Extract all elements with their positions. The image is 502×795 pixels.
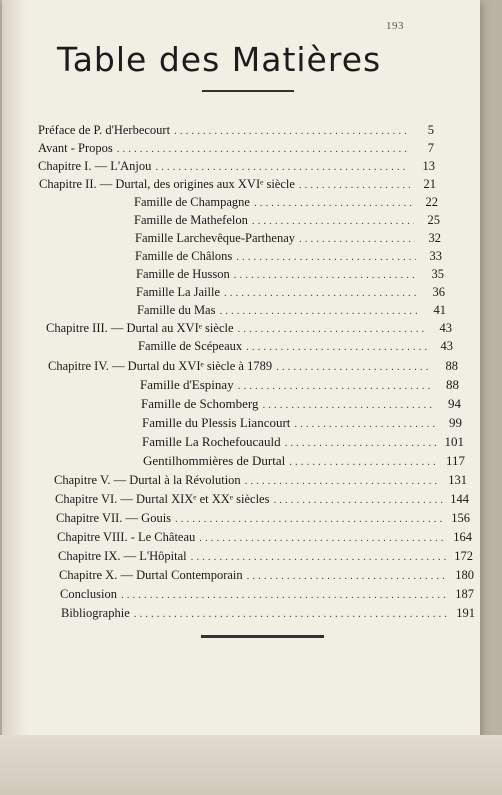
toc-entry-page: 13 — [422, 159, 435, 173]
toc-entry-page: 117 — [445, 453, 465, 468]
toc-entry-label: Famille de Scépeaux — [138, 339, 243, 353]
toc-leader — [245, 473, 441, 489]
toc-leader — [191, 549, 447, 565]
toc-entry-label: Famille de Champagne — [134, 195, 250, 209]
toc-entry-page: 22 — [425, 195, 438, 209]
toc-entry-label: Famille d'Espinay — [140, 377, 234, 392]
toc-entry-page: 164 — [453, 530, 472, 544]
toc-entry — [38, 140, 434, 157]
toc-entry-label: Chapitre IV. — Durtal du XVIᵉ siècle à 1789 — [48, 359, 273, 373]
toc-entry-label: Chapitre I. — L'Anjou — [38, 159, 152, 173]
toc-entry — [136, 284, 445, 301]
toc-leader — [252, 213, 414, 229]
toc-entry — [38, 158, 435, 175]
toc-entry-page: 88 — [446, 377, 459, 392]
toc-leader — [121, 587, 448, 603]
toc-entry-page: 191 — [456, 606, 475, 620]
toc-entry-label: Famille de Mathefelon — [134, 213, 248, 227]
toc-leader — [289, 454, 439, 470]
closing-rule — [201, 635, 324, 638]
toc-leader — [175, 511, 444, 527]
toc-leader — [285, 435, 438, 451]
toc-entry-page: 33 — [429, 249, 442, 263]
toc-entry — [143, 453, 465, 470]
toc-entry-label: Préface de P. d'Herbecourt — [38, 123, 171, 137]
toc-entry — [140, 377, 459, 394]
toc-entry — [142, 415, 462, 432]
toc-entry-label: Gentilhommières de Durtal — [143, 453, 286, 468]
toc-leader — [236, 249, 416, 265]
toc-entry-label: Bibliographie — [61, 606, 130, 620]
toc-entry — [134, 212, 440, 229]
toc-entry-label: Chapitre X. — Durtal Contemporain — [59, 568, 243, 582]
toc-entry-page: 187 — [455, 587, 474, 601]
toc-entry — [135, 248, 442, 265]
toc-entry-page: 88 — [445, 359, 458, 373]
toc-entry-page: 5 — [427, 123, 434, 137]
toc-entry-page: 99 — [449, 415, 462, 430]
toc-entry-page: 144 — [450, 492, 469, 506]
toc-entry-label: Avant - Propos — [38, 141, 113, 155]
toc-leader — [174, 123, 408, 139]
toc-entry-page: 25 — [427, 213, 440, 227]
toc-entry-label: Famille du Plessis Liancourt — [142, 415, 291, 430]
toc-entry — [59, 567, 474, 584]
toc-leader — [246, 339, 427, 355]
page-number: 193 — [386, 20, 404, 32]
toc-entry — [141, 396, 461, 413]
toc-entry-label: Chapitre II. — Durtal, des origines aux XVIᵉ siècle — [39, 177, 295, 191]
toc-entry-label: Chapitre III. — Durtal au XVIᵉ siècle — [46, 321, 234, 335]
toc-entry-page: 43 — [440, 339, 453, 353]
toc-entry-page: 43 — [439, 321, 452, 335]
toc-entry-page: 180 — [455, 568, 474, 582]
toc-entry — [135, 230, 441, 247]
toc-entry-page: 21 — [423, 177, 436, 191]
toc-entry-page: 7 — [427, 141, 434, 155]
toc-leader — [273, 492, 443, 508]
toc-leader — [234, 267, 418, 283]
toc-leader — [299, 231, 415, 247]
toc-leader — [224, 285, 419, 301]
toc-entry — [39, 176, 436, 193]
toc-entry-label: Famille La Jaille — [136, 285, 221, 299]
toc-entry-page: 156 — [451, 511, 470, 525]
page-title: Table des Matières — [57, 40, 382, 79]
toc-entry-label: Famille de Châlons — [135, 249, 233, 263]
toc-entry — [137, 302, 446, 319]
toc-entry-page: 32 — [428, 231, 441, 245]
toc-leader — [247, 568, 448, 584]
toc-entry-page: 172 — [454, 549, 473, 563]
toc-entry-label: Famille Larchevêque-Parthenay — [135, 231, 295, 245]
toc-entry-label: Chapitre VII. — Gouis — [56, 511, 172, 525]
toc-leader — [254, 195, 412, 211]
toc-entry-page: 35 — [431, 267, 444, 281]
toc-entry-label: Famille de Schomberg — [141, 396, 259, 411]
toc-entry-label: Famille La Rochefoucauld — [142, 434, 281, 449]
toc-entry-page: 36 — [432, 285, 445, 299]
page-gutter — [2, 0, 28, 742]
toc-leader — [219, 303, 420, 319]
toc-entry — [58, 548, 473, 565]
toc-entry — [136, 266, 444, 283]
toc-leader — [134, 606, 449, 622]
toc-leader — [299, 177, 410, 193]
toc-entry — [61, 605, 475, 622]
toc-entry — [142, 434, 464, 451]
toc-leader — [294, 416, 436, 432]
toc-entry-page: 101 — [444, 434, 464, 449]
toc-entry — [57, 529, 472, 546]
toc-entry-page: 94 — [448, 396, 461, 411]
toc-entry-label: Conclusion — [60, 587, 117, 601]
toc-leader — [117, 141, 408, 157]
toc-leader — [199, 530, 446, 546]
toc-entry-label: Chapitre VIII. - Le Château — [57, 530, 196, 544]
toc-leader — [262, 397, 435, 413]
toc-entry-page: 131 — [448, 473, 467, 487]
toc-entry — [46, 320, 452, 337]
toc-entry-label: Famille de Husson — [136, 267, 230, 281]
next-page-edge — [0, 735, 502, 795]
toc-entry — [38, 122, 434, 139]
toc-entry-label: Chapitre VI. — Durtal XIXᵉ et XXᵉ siècles — [55, 492, 270, 506]
book-page — [2, 0, 480, 742]
toc-entry — [54, 472, 467, 489]
toc-entry — [138, 338, 453, 355]
toc-entry — [56, 510, 470, 527]
toc-entry-label: Famille du Mas — [137, 303, 216, 317]
toc-entry — [48, 358, 458, 375]
toc-entry-label: Chapitre V. — Durtal à la Révolution — [54, 473, 241, 487]
toc-entry — [55, 491, 469, 508]
toc-entry — [60, 586, 474, 603]
toc-entry-label: Chapitre IX. — L'Hôpital — [58, 549, 187, 563]
toc-leader — [238, 321, 426, 337]
toc-leader — [155, 159, 409, 175]
toc-entry — [134, 194, 438, 211]
toc-leader — [276, 359, 432, 375]
toc-entry-page: 41 — [433, 303, 446, 317]
title-rule — [202, 90, 294, 92]
toc-leader — [238, 378, 433, 394]
